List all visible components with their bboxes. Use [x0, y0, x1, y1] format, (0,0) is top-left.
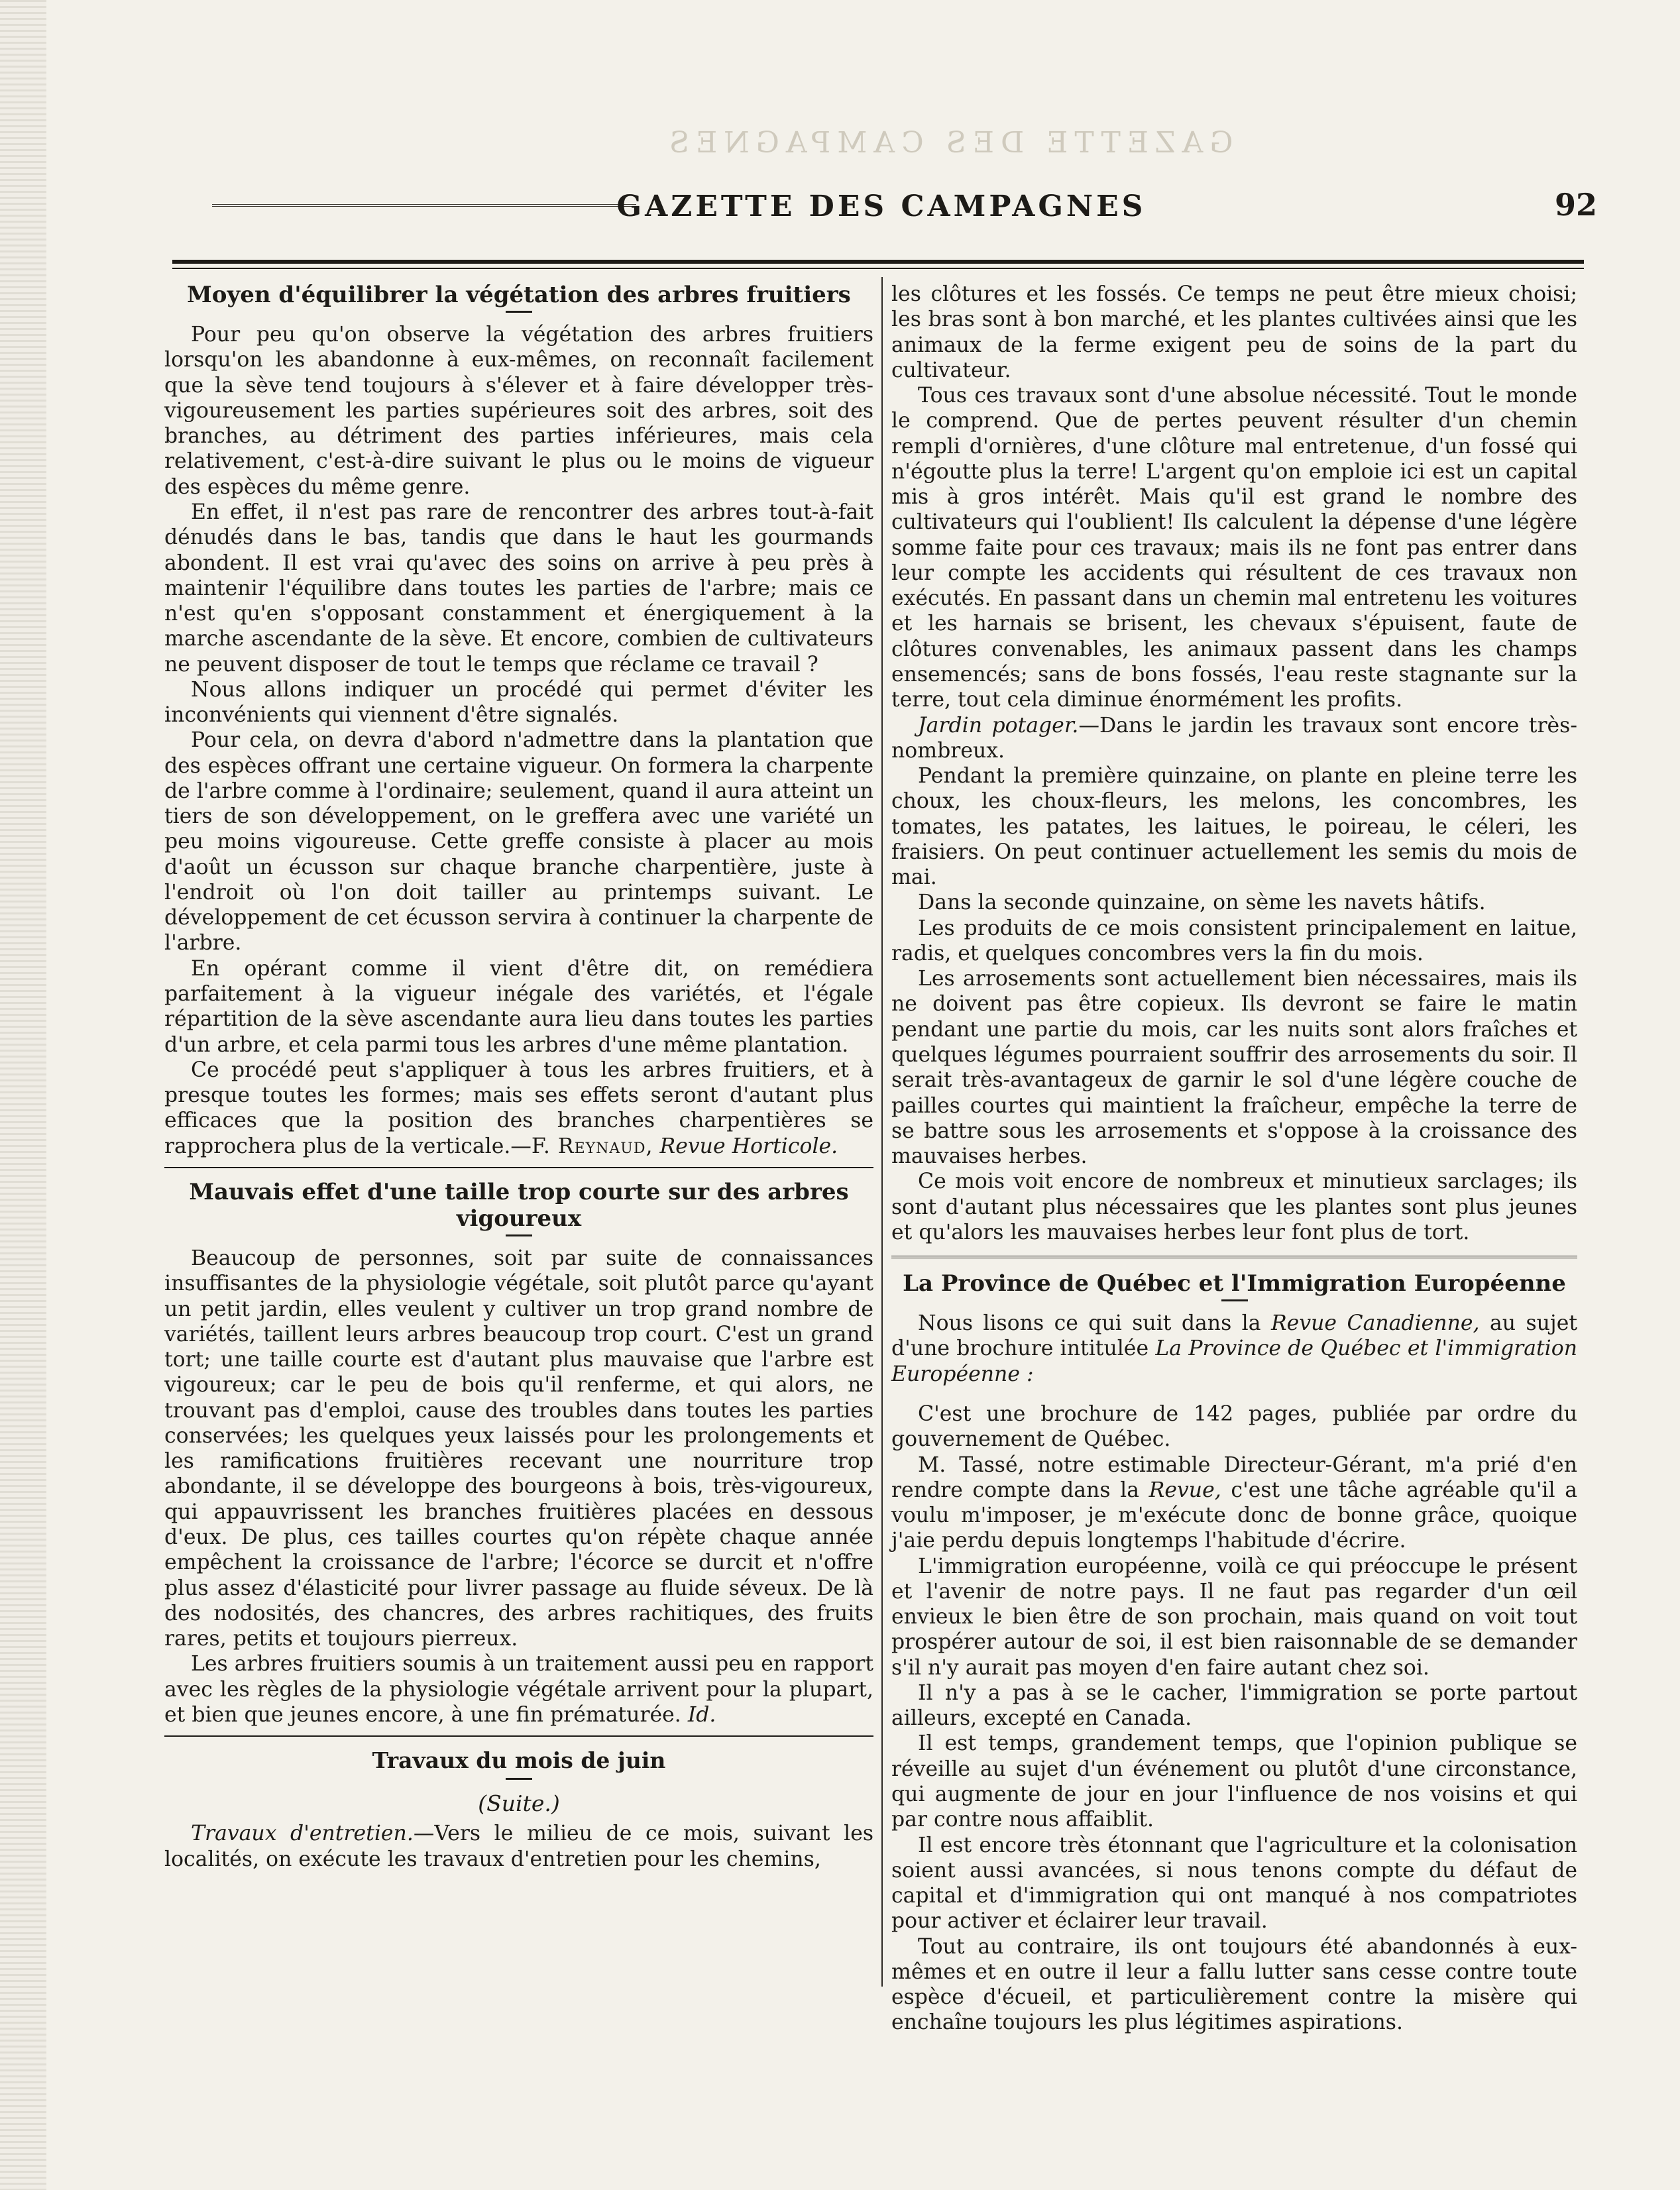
paragraph: Pendant la première quinzaine, on plante en pleine terre les choux, les choux-fleurs, les melons, les concombres, les tomates, les patates, les laitues, le poireau, le céleri, les fraisiers. On peut continuer actuellement les semis du mois de mai.	[891, 764, 1577, 890]
paragraph-text: c'est une tâche agréable qu'il a voulu m'imposer, je m'exécute donc de bonne grâce, quoique j'aie perdu depuis longtemps l'habitude d'écrire.	[891, 1478, 1578, 1553]
title-dash	[506, 1778, 532, 1780]
title-dash	[506, 1234, 532, 1236]
paragraph: les clôtures et les fossés. Ce temps ne peut être mieux choisi; les bras sont à bon marché, et les plantes cultivées ainsi que les animaux de la ferme exigent peu de soins de la part du cultivateur.	[891, 282, 1577, 382]
paragraph: Dans la seconde quinzaine, on sème les navets hâtifs.	[918, 891, 1486, 915]
article-subtitle: (Suite.)	[478, 1790, 560, 1817]
author-signature: F. Reynaud,	[531, 1134, 653, 1158]
header-rule-thick	[172, 260, 1584, 264]
paragraph: Il est encore très étonnant que l'agriculture et la colonisation soient aussi avancées, si nous tenons compte du défaut de capital et d'immigration qui ont manqué à nos compatriotes pour activer et éclairer leur travail.	[891, 1833, 1577, 1934]
paragraph: Ce mois voit encore de nombreux et minutieux sarclages; ils sont d'autant plus nécessaires que les plantes sont plus jeunes et qu'alors les mauvaises herbes leur font plus de tort.	[891, 1170, 1577, 1244]
right-column	[891, 282, 1577, 2036]
paragraph	[891, 1311, 1577, 1387]
paragraph: Nous allons indiquer un procédé qui permet d'éviter les inconvénients qui viennent d'être signalés.	[164, 677, 873, 728]
paragraph-text: —Vers le milieu de ce mois, suivant les localités, on exécute les travaux d'entretien pour les chemins,	[164, 1822, 874, 1871]
paragraph-text: M. Tassé, notre estimable Directeur-Gérant, m'a prié d'en rendre compte dans la	[891, 1452, 1577, 1502]
article-rule	[164, 1167, 873, 1168]
masthead	[172, 186, 1597, 225]
page-edge	[0, 0, 46, 2190]
paragraph: Tous ces travaux sont d'une absolue nécessité. Tout le monde le comprend. Que de pertes peuvent résulter d'un chemin rempli d'ornières, d'une clôture mal entretenue, d'un fossé qui n'égoutte plus la terre! L'argent qu'on emploie ici est un capital mis à gros intérêt. Mais qu'il est grand le nombre des cultivateurs qui l'oublient! Ils calculent la dépense d'une légère somme faite pour ces travaux; mais ils ne font pas entrer dans leur compte les accidents qui résultent de ces travaux non exécutés. En passant dans un chemin mal entretenu les voitures et les harnais se brisent, les chevaux s'épuisent, faute de clôtures convenables, les animaux passent dans les champs ensemencés; sans de bons fossés, l'eau reste stagnante sur la terre, tout cela diminue énormément les profits.	[891, 384, 1577, 712]
paragraph	[891, 1452, 1577, 1554]
paragraph: Pour cela, on devra d'abord n'admettre dans la plantation que des espèces offrant une certaine vigueur. On formera la charpente de l'arbre comme à l'ordinaire; seulement, quand il aura atteint un tiers de son développement, on le greffera avec une variété un peu moins vigoureuse. Cette greffe consiste à placer au mois d'août un écusson sur chaque branche charpentière, juste à l'endroit où l'on doit tailler au printemps suivant. Le développement de cet écusson servira à continuer la charpente de l'arbre.	[164, 728, 873, 956]
newspaper-title: GAZETTE DES CAMPAGNES	[616, 190, 1147, 223]
paragraph: Beaucoup de personnes, soit par suite de connaissances insuffisantes de la physiologie végétale, soit plutôt parce qu'ayant un petit jardin, elles veulent y cultiver un trop grand nombre de variétés, taillent leurs arbres beaucoup trop court. C'est un grand tort; une taille courte est d'autant plus mauvaise que l'arbre est vigoureux; car le peu de bois qu'il renferme, et qui alors, ne trouvant pas d'emploi, cause des troubles dans toutes les parties conservées; les quelques yeux laissés pour les prolongements et les ramifications fruitières recevant une nourriture trop abondante, il se développe des bourgeons à bois, très-vigoureux, qui appauvrissent les branches fruitières placées en dessous d'eux. De plus, ces tailles courtes qu'on répète chaque année empêchent la croissance de l'arbre; l'écorce se durcit et n'offre plus assez d'élasticité pour livrer passage au fluide séveux. De là des nodosités, des chancres, des arbres rachitiques, des fruits rares, petits et toujours pierreux.	[164, 1246, 873, 1651]
paragraph	[891, 713, 1577, 764]
column-divider	[881, 277, 883, 1987]
paragraph: L'immigration européenne, voilà ce qui préoccupe le présent et l'avenir de notre pays. Il ne faut pas regarder d'un œil envieux le bien être de son prochain, mais quand on voit tout prospérer autour de soi, il est bien raisonnable de se demander s'il n'y aurait pas moyen d'en faire autant chez soi.	[891, 1554, 1577, 1680]
paragraph: Les produits de ce mois consistent principalement en laitue, radis, et quelques concombres vers la fin du mois.	[891, 916, 1577, 965]
author-signature: Id.	[687, 1702, 716, 1727]
header-rule-thin	[172, 268, 1584, 269]
page-number: 92	[1554, 187, 1597, 223]
publication-name: Revue Canadienne,	[1270, 1311, 1480, 1336]
paragraph-text: Ce procédé peut s'appliquer à tous les arbres fruitiers, et à presque toutes les formes; mais ses effets seront d'autant plus efficaces que la position des branches charpentières se rapprochera plus de la verticale.—	[164, 1058, 873, 1158]
article-title: La Province de Québec et l'Immigration Européenne	[903, 1270, 1566, 1297]
paragraph	[164, 1651, 873, 1727]
paragraph: En opérant comme il vient d'être dit, on remédiera parfaitement à la vigueur inégale des variétés, et l'égale répartition de la sève ascendante aura lieu dans toutes les parties d'un arbre, et cela parmi tous les arbres d'une même plantation.	[164, 956, 873, 1057]
source-name: Revue Horticole.	[659, 1134, 838, 1158]
brochure-title: La Province de Québec et l'immigration Européenne :	[891, 1337, 1578, 1386]
article-rule	[164, 1735, 873, 1737]
article-title: Moyen d'équilibrer la végétation des arbres fruitiers	[187, 282, 851, 308]
lead-in: Jardin potager.	[918, 713, 1079, 738]
paragraph: Les arrosements sont actuellement bien nécessaires, mais ils ne doivent pas être copieux. Ils devront se faire le matin pendant une partie du mois, car les nuits sont alors fraîches et quelques légumes pourraient souffrir des arrosements du soir. Il serait très-avantageux de garnir le sol d'une légère couche de pailles courtes qui maintient la fraîcheur, empêche la terre de se battre sous les arrosements et s'oppose à la croissance des mauvaises herbes.	[891, 967, 1577, 1169]
title-dash	[506, 311, 532, 313]
paragraph	[164, 1058, 873, 1159]
paragraph-text: —Dans le jardin les travaux sont encore très-nombreux.	[891, 713, 1577, 763]
bleed-through-text: GAZETTE DES CAMPAGNES	[663, 126, 1233, 160]
paragraph-text: Les arbres fruitiers soumis à un traitement aussi peu en rapport avec les règles de la physiologie végétale arrivent pour la plupart, et bien que jeunes encore, à une fin prématurée.	[164, 1652, 873, 1727]
paragraph: Il n'y a pas à se le cacher, l'immigration se porte partout ailleurs, excepté en Canada.	[891, 1680, 1577, 1731]
paragraph: Pour peu qu'on observe la végétation des arbres fruitiers lorsqu'on les abandonne à eux-mêmes, on reconnaît facilement que la sève tend toujours à s'élever et à faire développer très-vigoureusement les parties supérieures soit des arbres, soit des branches, au détriment des parties inférieures, mais cela relativement, c'est-à-dire suivant le plus ou le moins de vigueur des espèces du même genre.	[164, 323, 873, 499]
paragraph: En effet, il n'est pas rare de rencontrer des arbres tout-à-fait dénudés dans le bas, tandis que dans le haut les gourmands abondent. Il est vrai qu'avec des soins on arrive à peu près à maintenir l'équilibre dans toutes les parties de l'arbre; mais ce n'est qu'en s'opposant constamment et énergiquement à la marche ascendante de la sève. Et encore, combien de cultivateurs ne peuvent disposer de tout le temps que réclame ce travail ?	[164, 500, 873, 677]
paragraph-text: au sujet d'une brochure intitulée	[891, 1311, 1577, 1361]
article-title: Travaux du mois de juin	[372, 1747, 666, 1774]
title-dash	[1221, 1299, 1248, 1301]
left-column	[164, 282, 873, 1872]
paragraph-text: Nous lisons ce qui suit dans la	[918, 1311, 1261, 1336]
publication-name: Revue,	[1148, 1478, 1221, 1502]
paragraph: Tout au contraire, ils ont toujours été abandonnés à eux-mêmes et en outre il leur a fallu lutter sans cesse contre toute espèce d'écueil, et particulièrement contre la misère qui enchaîne toujours les plus légitimes aspirations.	[891, 1934, 1577, 2035]
lead-in: Travaux d'entretien.	[191, 1822, 414, 1846]
article-rule	[891, 1256, 1577, 1258]
article-title: Mauvais effet d'une taille trop courte sur des arbres vigoureux	[189, 1178, 849, 1232]
paragraph: Il est temps, grandement temps, que l'opinion publique se réveille au sujet d'un événement ou plutôt d'une circonstance, qui augmente de jour en jour l'influence de nos voisins et qui par contre nous affaiblit.	[891, 1731, 1577, 1832]
paragraph: C'est une brochure de 142 pages, publiée par ordre du gouvernement de Québec.	[891, 1402, 1577, 1452]
paragraph	[164, 1821, 873, 1872]
